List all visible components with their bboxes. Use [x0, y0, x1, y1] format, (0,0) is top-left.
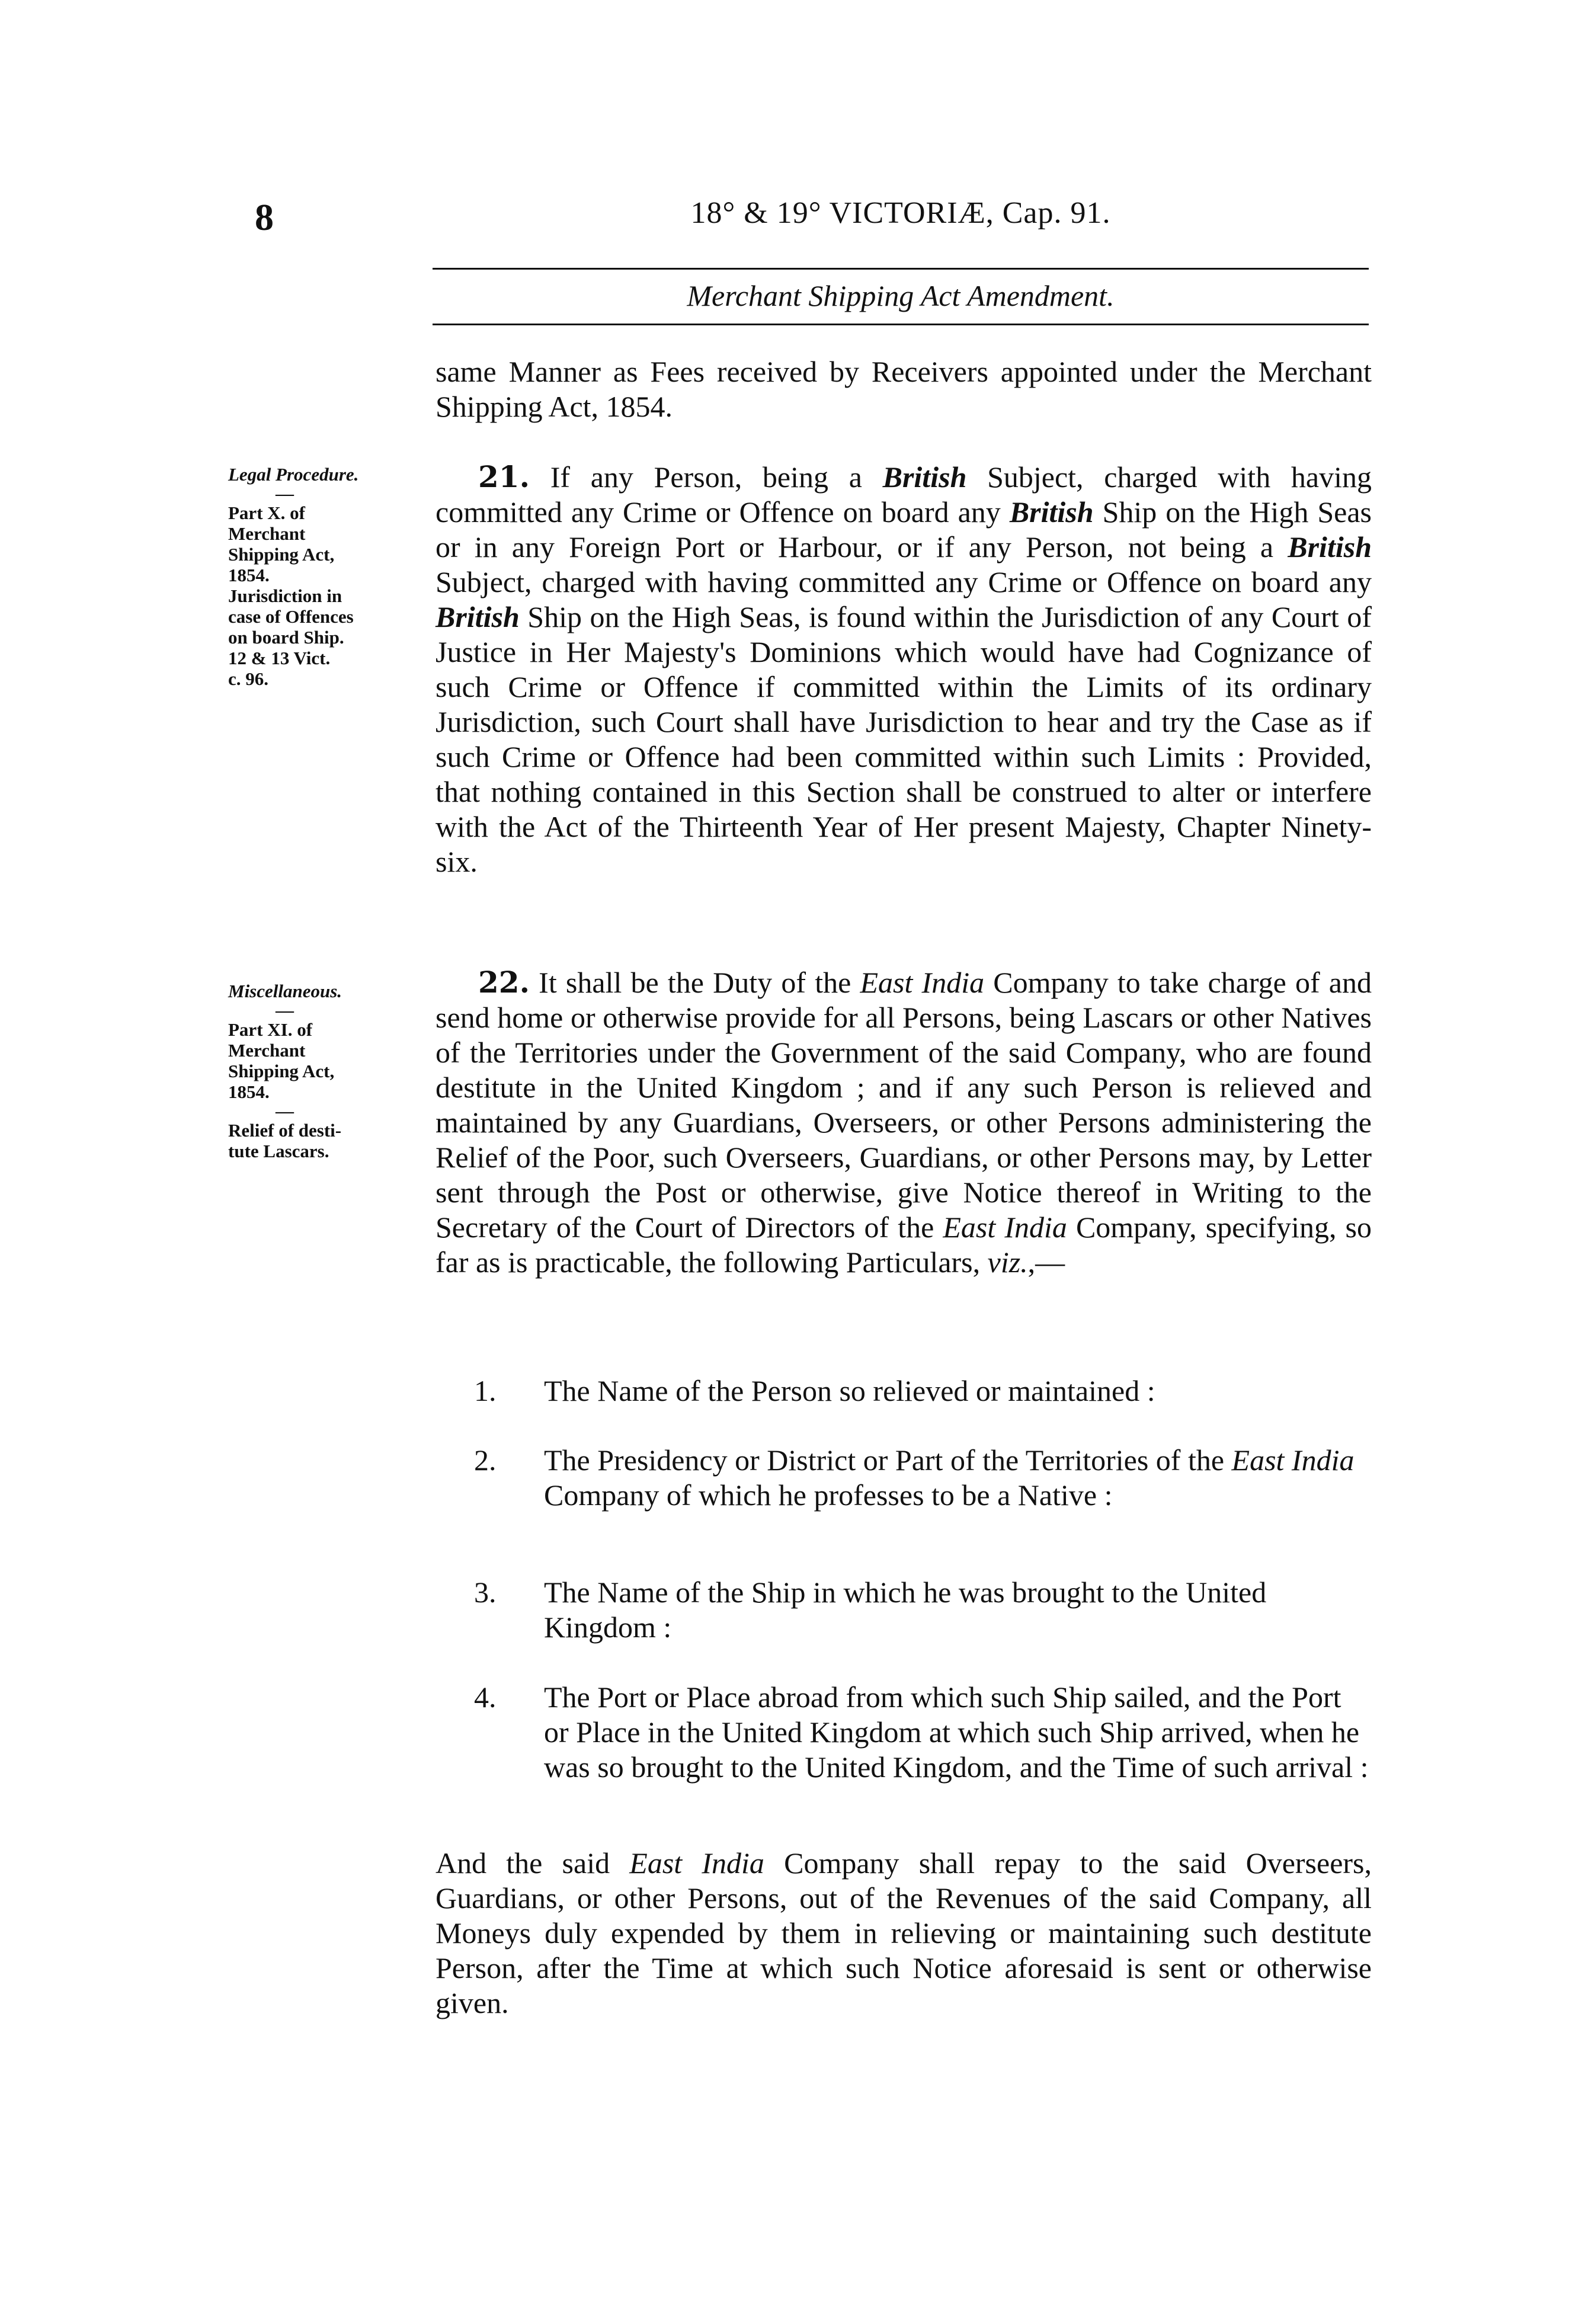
section-number: 21. — [478, 459, 530, 494]
section-22-margin-notes — [228, 981, 406, 1161]
margin-note-line: case of Offences — [228, 606, 354, 627]
section-text: ,— — [1027, 1246, 1065, 1279]
margin-note-line: Jurisdiction in — [228, 585, 342, 606]
list-item — [474, 1374, 1372, 1409]
section-text: Ship on the High Seas, is found within the Jurisdiction of any Court of Justice in Her Majesty's Dominions which would have had Cognizance of such Crime or Offence if committed within the Limits of its ordinary Jurisdiction, such Court shall have Jurisdiction to hear and try the Case as if such Crime or Offence had been committed within such Limits : Provided, that nothing contained in this Section shall be construed to alter or interfere with the Act of the Thirteenth Year of Her present Majesty, Chapter Ninety-six. — [436, 600, 1372, 878]
section-text: Subject, charged with having committed any Crime or Offence on board any — [436, 565, 1372, 598]
emphasis-text: East India — [943, 1211, 1067, 1244]
list-item-text: The Name of the Person so relieved or maintained : — [544, 1374, 1155, 1407]
header-rule-bottom — [433, 324, 1369, 325]
emphasis-text: British — [882, 460, 967, 494]
page-number: 8 — [255, 196, 274, 238]
section-text: If any Person, being a — [530, 460, 883, 494]
margin-note-line: Shipping Act, — [228, 544, 335, 565]
list-item-number: 3. — [474, 1576, 497, 1609]
header-rule-top — [433, 268, 1369, 270]
closing-paragraph — [436, 1846, 1372, 2021]
margin-heading-miscellaneous: Miscellaneous. — [228, 981, 342, 1001]
emphasis-text: British — [436, 600, 520, 633]
margin-note-line: tute Lascars. — [228, 1141, 329, 1161]
list-item-text: The Port or Place abroad from which such Ship sailed, and the Port or Place in the United Kingdom at which such Ship arrived, when he was so brought to the United Kingdom, and the Time of such arrival : — [544, 1680, 1369, 1784]
list-item — [474, 1443, 1372, 1513]
margin-dash: — — [276, 1000, 294, 1020]
section-text: It shall be the Duty of the — [530, 966, 860, 999]
act-subtitle: Merchant Shipping Act Amendment. — [687, 279, 1115, 312]
list-item — [474, 1680, 1372, 1785]
section-text: Subject, charged with having committed any Crime or Offence on board any — [436, 460, 1372, 529]
margin-note-line: Merchant — [228, 523, 306, 544]
margin-note-line: Shipping Act, — [228, 1061, 335, 1081]
margin-note-line: Part XI. of — [228, 1019, 313, 1040]
emphasis-text: East India — [629, 1846, 764, 1880]
list-item-number: 2. — [474, 1443, 497, 1477]
margin-note-line: Part X. of — [228, 502, 305, 523]
margin-note-line: 12 & 13 Vict. — [228, 648, 331, 668]
margin-note-line: c. 96. — [228, 668, 269, 689]
section-text: Company shall repay to the said Overseers, Guardians, or other Persons, out of the Revenues of the said Company, all Moneys duly expended by them in relieving or maintaining such destitute Person, after the Time at which such Notice aforesaid is sent or otherwise given. — [436, 1846, 1372, 2019]
continuation-paragraph: same Manner as Fees received by Receivers appointed under the Merchant Shipping Act, 1854. — [436, 355, 1372, 423]
emphasis-text: East India — [860, 966, 985, 999]
section-text: And the said — [436, 1846, 630, 1880]
margin-dash: — — [276, 1100, 294, 1121]
list-item — [474, 1575, 1372, 1645]
emphasis-text: British — [1009, 495, 1094, 529]
section-22-paragraph — [436, 965, 1372, 1280]
running-title: 18° & 19° VICTORIÆ, Cap. 91. — [690, 196, 1111, 230]
section-number: 22. — [478, 965, 530, 1000]
margin-note-line: Relief of desti- — [228, 1120, 342, 1141]
section-21-paragraph — [436, 459, 1372, 879]
margin-heading-legal-procedure: Legal Procedure. — [228, 464, 359, 485]
section-text: Ship on the High Seas or in any Foreign Port or Harbour, or if any Person, not being a — [436, 495, 1372, 564]
margin-note-line: on board Ship. — [228, 627, 344, 648]
emphasis-text: viz. — [987, 1246, 1028, 1279]
margin-note-line: 1854. — [228, 1081, 270, 1102]
list-item-number: 4. — [474, 1680, 497, 1714]
list-item-text: The Name of the Ship in which he was brought to the United Kingdom : — [544, 1576, 1267, 1644]
list-item-text: The Presidency or District or Part of the Territories of the East India Company of which he professes to be a Native : — [544, 1443, 1355, 1512]
margin-note-line: Merchant — [228, 1040, 306, 1061]
section-21-margin-notes — [228, 464, 406, 689]
section-text: Company to take charge of and send home or otherwise provide for all Persons, being Lascars or other Natives of the Territories under the Government of the said Company, who are found destitute in the United Kingdom ; and if any such Person is relieved and maintained by any Guardians, Overseers, or other Persons administering the Relief of the Poor, such Overseers, Guardians, or other Persons may, by Letter sent through the Post or otherwise, give Notice thereof in Writing to the Secretary of the Court of Directors of the — [436, 966, 1372, 1244]
margin-note-line: 1854. — [228, 565, 270, 585]
margin-dash: — — [276, 483, 294, 504]
section-text: Company, specifying, so far as is practicable, the following Particulars, — [436, 1211, 1372, 1279]
emphasis-text: British — [1288, 530, 1372, 564]
list-item-number: 1. — [474, 1374, 497, 1407]
